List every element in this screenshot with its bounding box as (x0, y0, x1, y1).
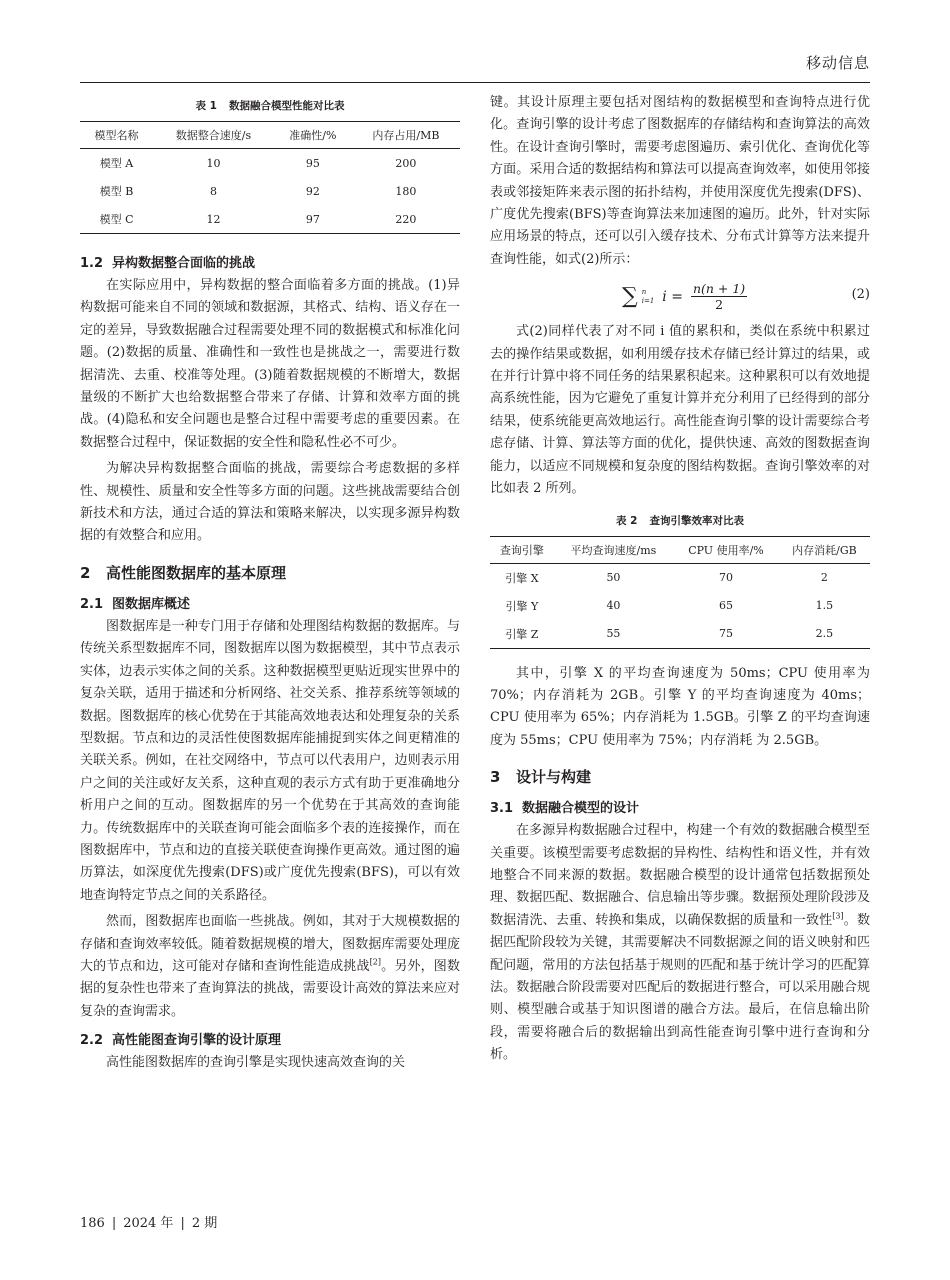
journal-name: 移动信息 (805, 54, 870, 72)
citation: [3] (832, 911, 844, 921)
table1-cell: 180 (395, 184, 417, 198)
table1-cell: 模型 B (99, 185, 134, 198)
footer-separator: | (180, 1216, 185, 1231)
section-title: 异构数据整合面临的挑战 (112, 256, 256, 271)
table2-cell: 55 (606, 627, 621, 640)
section-number: 3.1 (490, 801, 514, 817)
section-heading-2-2 (80, 1029, 460, 1048)
table2-row (490, 592, 870, 620)
table1-row (80, 177, 460, 205)
section-number: 3 (490, 768, 501, 787)
paragraph-text: 在多源异构数据融合过程中，构建一个有效的数据融合模型至关重要。该模型需要考虑数据的异构性、结构性和语义性，并有效地整合不同来源的数据。数据融合模型的设计通常包括数据预处理、数据匹配、数据融合、信息输出等步骤。数据预处理阶段涉及数据清洗、去重、转换和集成，以确保数据的质量和一致性 (490, 823, 870, 928)
section-heading-2 (80, 562, 460, 583)
table2-caption (490, 513, 870, 528)
section-title: 高性能图查询引擎的设计原理 (112, 1033, 282, 1049)
table2-cell: 70 (718, 571, 733, 584)
paragraph: 键。其设计原理主要包括对图结构的数据模型和查询特点进行优化。查询引擎的设计考虑了图数据库的存储结构和查询算法的高效性。在设计查询引擎时，需要考虑图遍历、索引优化、查询优化等方面。采用合适的数据结构和算法可以提高查询效率，如使用邻接表或邻接矩阵来表示图的拓扑结构，并使用深度优先搜索(DFS)、广度优先搜索(BFS)等查询算法来加速图的遍历。此外，针对实际应用场景的特点，还可以引入缓存技术、分布式计算等方法来提升查询性能，如式(2)所示： (490, 95, 870, 267)
formula-expression (622, 281, 747, 312)
table2-header-cell: 查询引擎 (490, 536, 554, 563)
header-rule (80, 82, 870, 83)
table2-cell: 65 (718, 599, 733, 612)
table2-cell: 引擎 Y (505, 599, 539, 613)
table2-cell: 50 (606, 571, 621, 584)
paragraph: 式(2)同样代表了对不同 i 值的累积和，类似在系统中积累过去的操作结果或数据，如利用缓存技术存储已经计算过的结果，或在并行计算中将不同任务的结果累积起来。这种累积可以有效地提高系统性能，因为它避免了重复计算并充分利用了已经得到的部分结果，使系统能更高效地运行。高性能查询引擎的设计需要综合考虑存储、计算、算法等方面的优化，提供快速、高效的图数据查询能力，以适应不同规模和复杂度的图结构数据。查询引擎效率的对比如表 2 所列。 (490, 324, 870, 497)
table1-cell: 92 (305, 184, 320, 198)
section-number: 2 (80, 563, 91, 582)
table2-cell: 1.5 (815, 599, 834, 612)
table2-cell: 75 (718, 627, 733, 640)
equation-number: (2) (851, 287, 870, 303)
table1-cell: 95 (305, 156, 320, 170)
table2-label: 表 2 (616, 514, 638, 527)
table1-header-cell: 准确性/% (274, 122, 352, 149)
paragraph: 图数据库是一种专门用于存储和处理图结构数据的数据库。与传统关系型数据库不同，图数据库以图为数据模型，其中节点表示实体，边表示实体之间的关系。这种数据模型更贴近现实世界中的复杂关联，适用于描述和分析网络、社交关系、推荐系统等领域的数据。图数据库的核心优势在于其能高效地表达和处理复杂的关系型数据。节点和边的灵活性使图数据库能捕捉到实体之间更精准的关联关系。例如，在社交网络中，节点可以代表用户，边则表示用户之间的关注或好友关系，这种直观的表示方式有助于更准确地分析用户之间的互动。图数据库的另一个优势在于其高效的查询能力。传统数据库中的关联查询可能会面临多个表的连接操作，而在图数据库中，节点和边的直接关联使查询操作更高效。通过图的遍历算法，如深度优先搜索(DFS)或广度优先搜索(BFS)，可以有效地查询特定节点之间的关系路径。 (80, 618, 460, 903)
section-number: 2.2 (80, 1033, 104, 1049)
right-column (490, 92, 870, 1071)
fraction-denominator: 2 (715, 297, 724, 313)
page-number: 186 (80, 1216, 105, 1231)
table1-row (80, 205, 460, 234)
section-number: 2.1 (80, 596, 104, 612)
table1-header-row (80, 122, 460, 149)
table1-header-cell: 内存占用/MB (352, 122, 460, 149)
formula-variable: i = (662, 288, 683, 305)
table1-cell: 97 (305, 212, 320, 226)
table2-cell: 引擎 Z (505, 627, 539, 641)
paragraph-text: 。数据匹配阶段较为关键，其需要解决不同数据源之间的语义映射和匹配问题，常用的方法包括基于规则的匹配和基于统计学习的匹配算法。数据融合阶段需要对匹配后的数据进行整合，可以采用融合规则、模型融合或基于知识图谱的融合方法。最后，在信息输出阶段，需要将融合后的数据输出到高性能查询引擎中进行查询和分析。 (490, 912, 870, 1063)
footer-separator: | (111, 1216, 117, 1231)
fraction-numerator: n(n + 1) (692, 281, 746, 297)
table2-cell: 引擎 X (505, 571, 539, 585)
table1-label: 表 1 (195, 100, 217, 112)
formula-fraction (691, 281, 747, 312)
formula-2 (490, 275, 870, 319)
footer-issue: 2 期 (191, 1216, 218, 1231)
left-column (80, 92, 460, 1079)
page-footer (80, 1212, 217, 1231)
section-title: 图数据库概述 (112, 596, 191, 612)
table1-cell: 200 (395, 156, 417, 170)
paragraph (490, 820, 870, 1066)
table2-header-cell: 内存消耗/GB (779, 536, 870, 563)
section-number: 1.2 (80, 256, 104, 271)
table2 (490, 536, 870, 649)
table2-row (490, 563, 870, 592)
paragraph: 在实际应用中，异构数据的整合面临着多方面的挑战。(1)异构数据可能来自不同的领域和数据源，其格式、结构、语义存在一定的差异，导致数据融合过程需要处理不同的数据模式和标准化问题。(2)数据的质量、准确性和一致性也是挑战之一，需要进行数据清洗、去重、校准等处理。(3)随着数据规模的不断增大，数据量级的不断扩大也给数据整合带来了存储、计算和效率方面的挑战。(4)隐私和安全问题也是整合过程中需要考虑的重要因素。在数据整合过程中，保证数据的安全性和隐私性必不可少。 (80, 278, 460, 450)
sum-symbol: ∑ (622, 284, 638, 310)
table2-title: 查询引擎效率对比表 (649, 514, 744, 527)
sum-upper: n (641, 287, 647, 296)
sum-limits (642, 288, 655, 306)
table1-header-cell: 模型名称 (80, 122, 153, 149)
table1 (80, 121, 460, 234)
table2-header-row (490, 536, 870, 563)
section-title: 数据融合模型的设计 (522, 801, 640, 817)
table1-caption (80, 98, 460, 113)
section-title: 设计与构建 (516, 768, 592, 787)
section-heading-1-2 (80, 252, 460, 271)
section-heading-3 (490, 766, 870, 787)
paragraph: 其中，引擎 X 的平均查询速度为 50ms；CPU 使用率为 70%；内存消耗为 2GB。引擎 Y 的平均查询速度为 40ms；CPU 使用率为 65%；内存消耗为 1.5GB。引擎 Z 的平均查询速度为 55ms；CPU 使用率为 75%；内存消耗 为 2.5GB。 (490, 665, 870, 748)
table2-cell: 40 (606, 599, 621, 612)
table2-cell: 2.5 (815, 627, 834, 640)
table1-cell: 模型 C (99, 213, 134, 226)
table1-cell: 10 (206, 156, 221, 170)
table1-title: 数据融合模型性能对比表 (228, 100, 345, 112)
table1-cell: 8 (209, 184, 217, 198)
footer-year: 2024 年 (123, 1216, 174, 1231)
table1-cell: 12 (206, 212, 221, 226)
section-heading-2-1 (80, 593, 460, 612)
sum-lower: i=1 (641, 296, 655, 305)
paragraph (80, 911, 460, 1023)
table1-cell: 模型 A (99, 157, 134, 170)
paragraph: 高性能图数据库的查询引擎是实现快速高效查询的关 (106, 1055, 406, 1071)
paragraph: 为解决异构数据整合面临的挑战，需要综合考虑数据的多样性、规模性、质量和安全性等多方面的问题。这些挑战需要结合创新技术和方法，通过合适的算法和策略来解决，以实现多源异构数据的有效整合和应用。 (80, 461, 460, 544)
section-heading-3-1 (490, 797, 870, 816)
table1-header-cell: 数据整合速度/s (153, 122, 274, 149)
table2-header-cell: CPU 使用率/% (673, 536, 779, 563)
citation: [2] (369, 957, 381, 967)
table1-cell: 220 (395, 212, 417, 226)
paragraph-text: 然而，图数据库也面临一些挑战。例如，其对于大规模数据的存储和查询效率较低。随着数据规模的增大，图数据库需要处理庞大的节点和边，这可能对存储和查询性能造成挑战 (80, 914, 460, 974)
section-title: 高性能图数据库的基本原理 (106, 563, 287, 582)
table2-cell: 2 (820, 571, 828, 584)
paragraph-text: 。另外，图数据的复杂性也带来了查询算法的挑战，需要设计高效的算法来应对复杂的查询需求。 (80, 958, 460, 1019)
table2-row (490, 620, 870, 649)
table1-row (80, 149, 460, 178)
table2-header-cell: 平均查询速度/ms (554, 536, 673, 563)
